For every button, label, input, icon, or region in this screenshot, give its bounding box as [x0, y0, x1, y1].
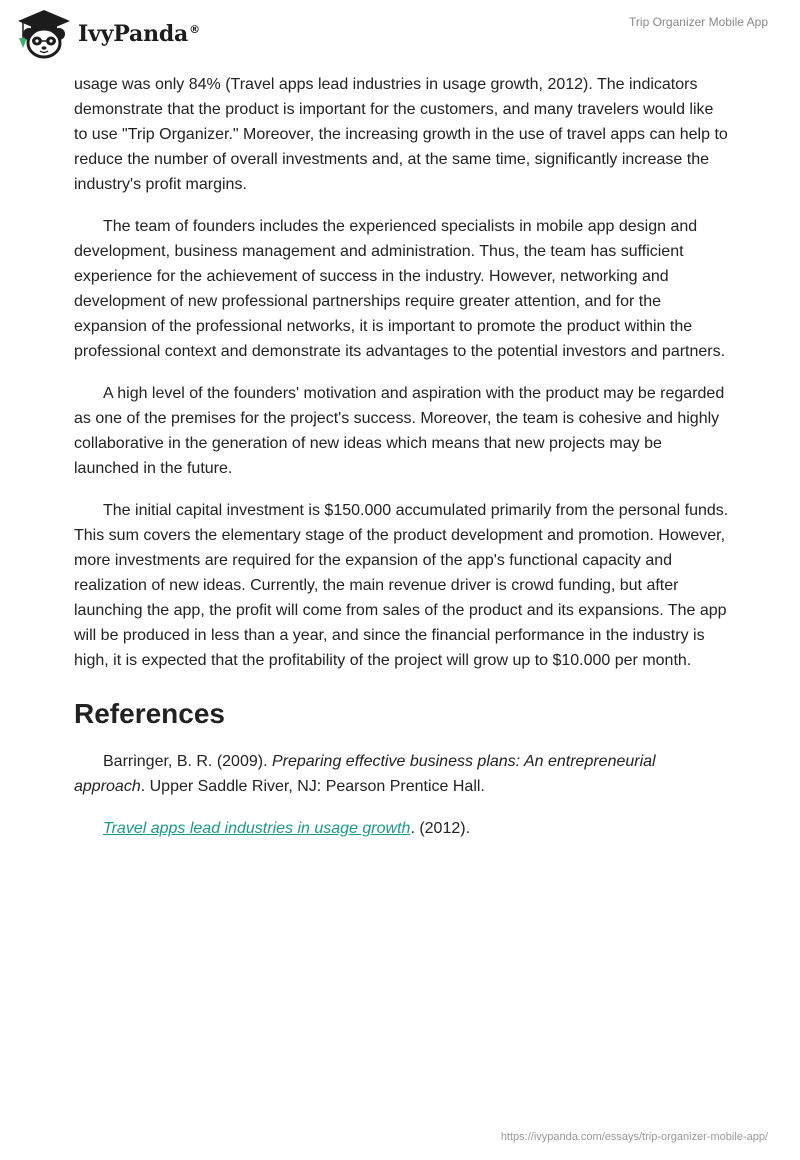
registered-mark: ®	[189, 22, 200, 36]
body-paragraph: usage was only 84% (Travel apps lead industries in usage growth, 2012). The indicators demonstrate that the product is important for the customers, and many travelers would like to use "Trip Organizer." Moreover, the increasing growth in the use of travel apps can help to reduce the number of overall investments and, at the same time, significantly increase the industry's profit margins.	[74, 76, 728, 193]
page-header	[0, 0, 800, 70]
references-heading: References	[74, 698, 225, 729]
body-paragraph: The initial capital investment is $150.000 accumulated primarily from the personal funds. This sum covers the elementary stage of the product development and promotion. However, more investments are required for the expansion of the app's functional capacity and realization of new ideas. Currently, the main revenue driver is crowd funding, but after launching the app, the profit will come from sales of the product and its expansions. The app will be produced in less than a year, and since the financial performance in the industry is high, it is expected that the profitability of the project will grow up to $10.000 per month.	[74, 502, 729, 669]
running-title: Trip Organizer Mobile App	[629, 15, 768, 29]
reference-link[interactable]: Travel apps lead industries in usage growth	[103, 820, 411, 837]
reference-entry	[74, 816, 730, 841]
brand-name: IvyPanda®	[78, 21, 200, 47]
reference-title: Preparing effective business plans: An entrepreneurial approach	[74, 753, 656, 795]
reference-year: . (2012).	[410, 820, 471, 837]
panda-graduate-icon	[16, 8, 72, 60]
brand-logo[interactable]	[16, 8, 200, 60]
essay-content	[74, 72, 730, 858]
reference-authors: Barringer, B. R. (2009).	[103, 753, 272, 770]
reference-publisher: . Upper Saddle River, NJ: Pearson Prentice Hall.	[140, 778, 485, 795]
reference-entry	[74, 749, 730, 799]
body-paragraph: The team of founders includes the experienced specialists in mobile app design and development, business management and administration. Thus, the team has sufficient experience for the achievement of success in the industry. However, networking and development of new professional partnerships require greater attention, and for the expansion of the professional networks, it is important to promote the product within the professional context and demonstrate its advantages to the potential investors and partners.	[74, 218, 726, 360]
source-url: https://ivypanda.com/essays/trip-organizer-mobile-app/	[500, 1131, 768, 1143]
body-paragraph: A high level of the founders' motivation and aspiration with the product may be regarded as one of the premises for the project's success. Moreover, the team is cohesive and highly collaborative in the generation of new ideas which means that new projects may be launched in the future.	[74, 385, 725, 477]
